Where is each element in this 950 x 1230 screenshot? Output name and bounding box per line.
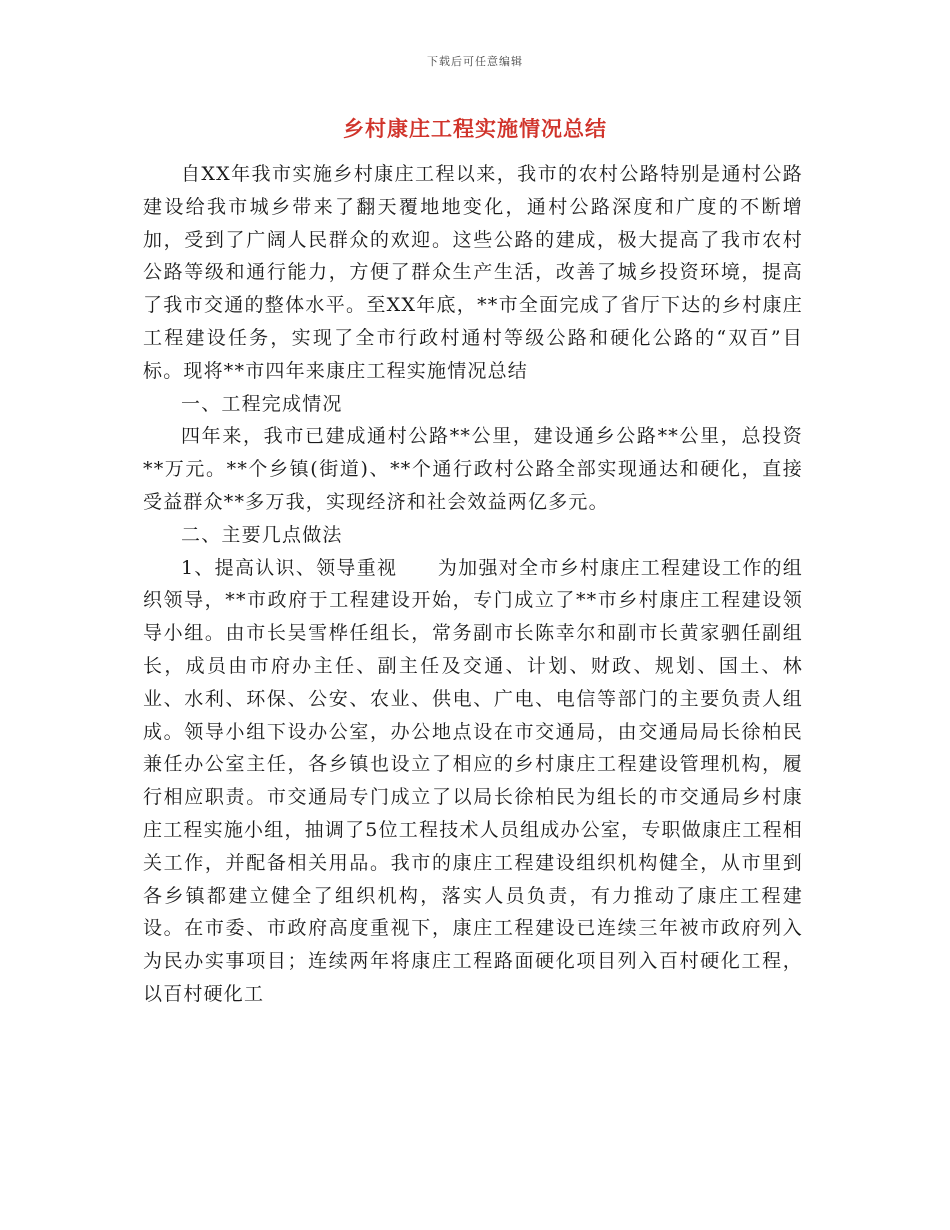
document-title: 乡村康庄工程实施情况总结 xyxy=(343,116,607,141)
document-body xyxy=(143,158,803,1011)
paragraph-intro: 自XX年我市实施乡村康庄工程以来，我市的农村公路特别是通村公路建设给我市城乡带来了翻天覆地地变化，通村公路深度和广度的不断增加，受到了广阔人民群众的欢迎。这些公路的建成，极大提高了我市农村公路等级和通行能力，方便了群众生产生活，改善了城乡投资环境，提高了我市交通的整体水平。至XX年底，**市全面完成了省厅下达的乡村康庄工程建设任务，实现了全市行政村通村等级公路和硬化公路的“双百”目标。现将**市四年来康庄工程实施情况总结 xyxy=(143,163,803,382)
paragraph-completion: 四年来，我市已建成通村公路**公里，建设通乡公路**公里，总投资**万元。**个乡镇(街道)、**个通行政村公路全部实现通达和硬化，直接受益群众**多万我，实现经济和社会效益两亿多元。 xyxy=(143,425,803,513)
section-heading-completion: 一、工程完成情况 xyxy=(181,392,343,415)
section-heading-methods: 二、主要几点做法 xyxy=(181,523,343,546)
page-header-note: 下载后可任意编辑 xyxy=(427,55,523,68)
paragraph-method-1: 1、提高认识、领导重视 为加强对全市乡村康庄工程建设工作的组织领导，**市政府于工程建设开始，专门成立了**市乡村康庄工程建设领导小组。由市长吴雪桦任组长，常务副市长陈幸尔和副市长黄家驷任副组长，成员由市府办主任、副主任及交通、计划、财政、规划、国土、林业、水利、环保、公安、农业、供电、广电、电信等部门的主要负责人组成。领导小组下设办公室，办公地点设在市交通局，由交通局局长徐柏民兼任办公室主任，各乡镇也设立了相应的乡村康庄工程建设管理机构，履行相应职责。市交通局专门成立了以局长徐柏民为组长的市交通局乡村康庄工程实施小组，抽调了5位工程技术人员组成办公室，专职做康庄工程相关工作，并配备相关用品。我市的康庄工程建设组织机构健全，从市里到各乡镇都建立健全了组织机构，落实人员负责，有力推动了康庄工程建设。在市委、市政府高度重视下，康庄工程建设已连续三年被市政府列入为民办实事项目；连续两年将康庄工程路面硬化项目列入百村硬化工程，以百村硬化工 xyxy=(143,556,803,1005)
